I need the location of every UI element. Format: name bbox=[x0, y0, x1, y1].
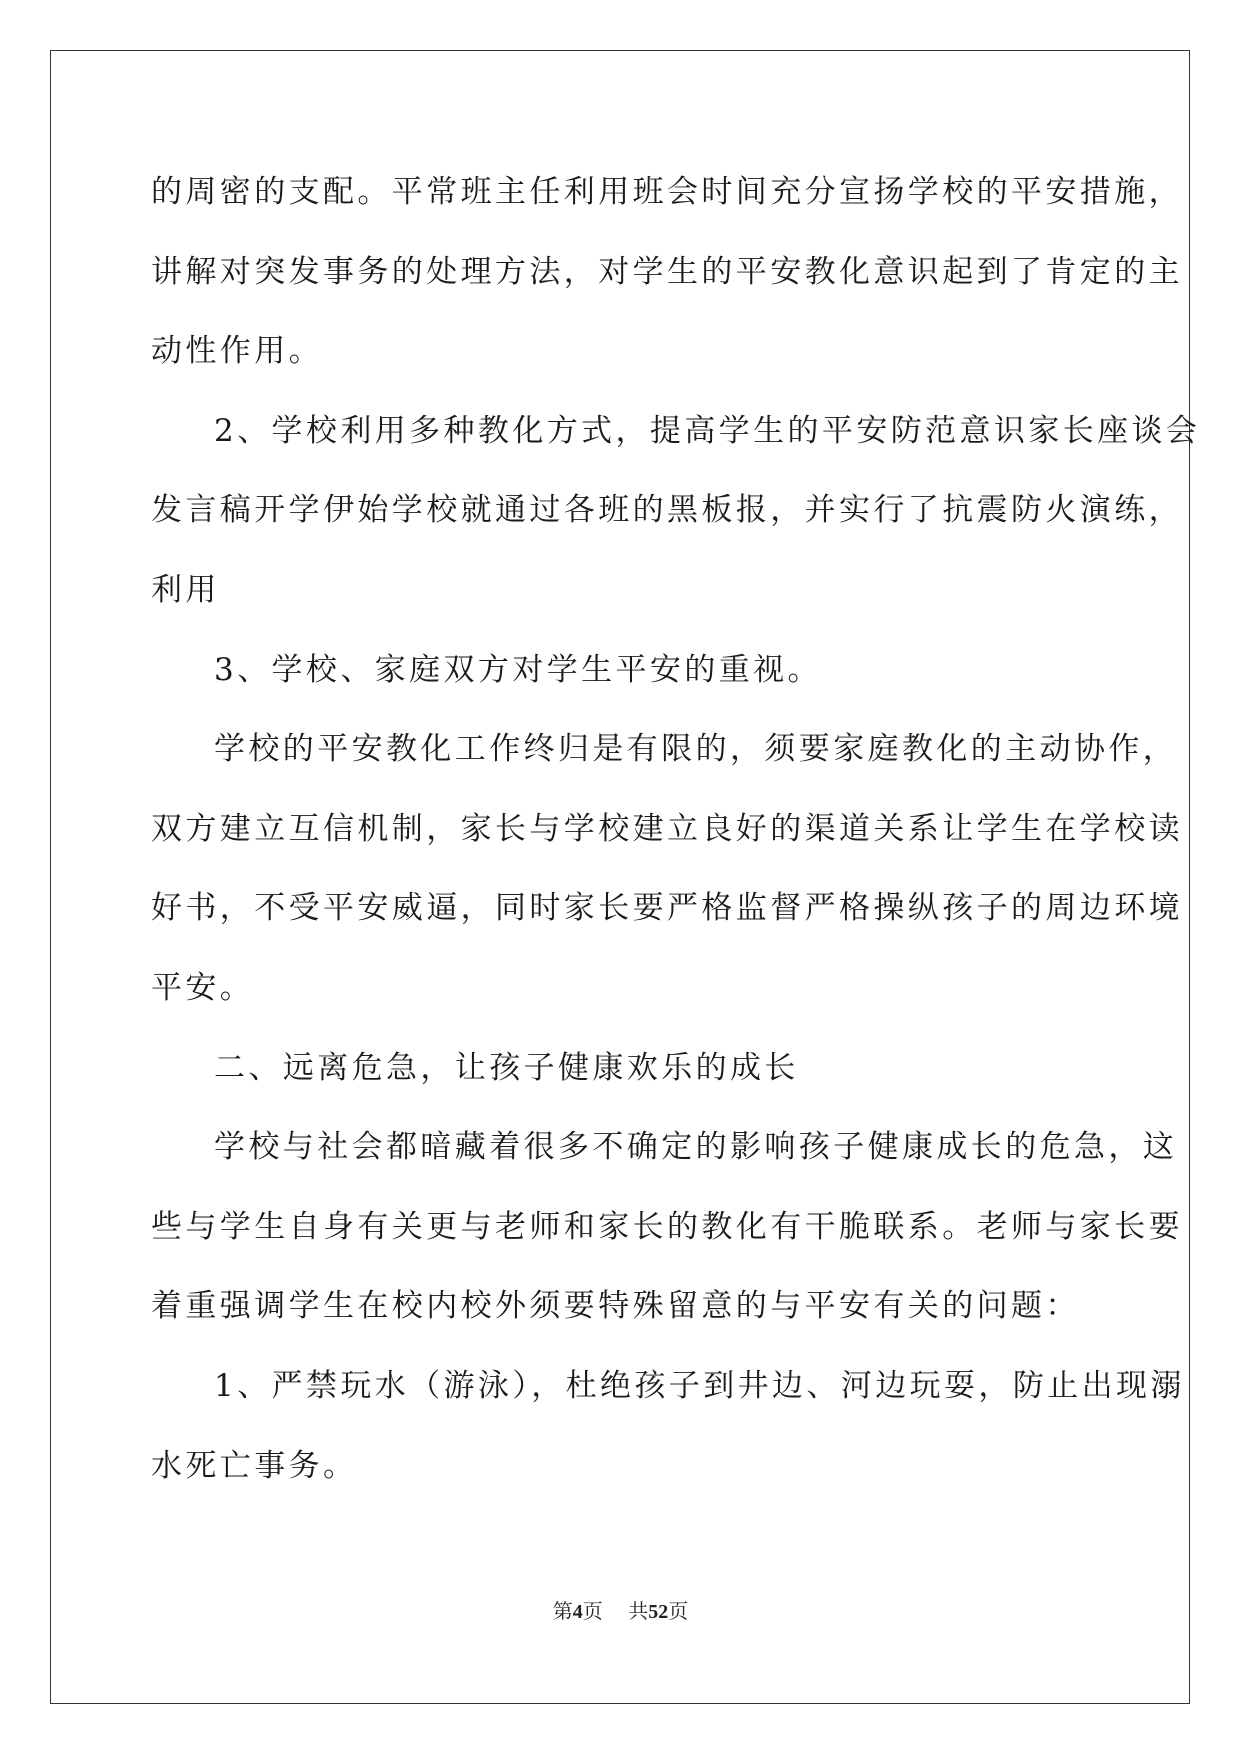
section-heading bbox=[151, 1029, 1091, 1109]
text-line: 好书，不受平安威逼，同时家长要严格监督严格操纵孩子的周边环境 bbox=[151, 890, 1183, 927]
text-line: 学校的平安教化工作终归是有限的，须要家庭教化的主动协作， bbox=[214, 731, 1178, 768]
text-line: 2、学校利用多种教化方式，提高学生的平安防范意识家长座谈会 bbox=[214, 412, 1201, 449]
total-suffix: 页 bbox=[668, 1599, 689, 1623]
page-prefix: 第 bbox=[552, 1599, 573, 1623]
text-line: 二、远离危急，让孩子健康欢乐的成长 bbox=[214, 1049, 799, 1086]
paragraph-1 bbox=[151, 153, 1183, 392]
paragraph-6 bbox=[151, 1108, 1183, 1347]
paragraph-7 bbox=[151, 1347, 1185, 1506]
page-suffix: 页 bbox=[582, 1599, 603, 1623]
page-number: 4 bbox=[572, 1601, 583, 1623]
text-line: 3、学校、家庭双方对学生平安的重视。 bbox=[214, 651, 822, 688]
text-line: 利用 bbox=[151, 571, 220, 608]
text-line: 平安。 bbox=[151, 969, 255, 1006]
paragraph-4 bbox=[151, 710, 1183, 1028]
total-prefix: 共 bbox=[628, 1599, 649, 1623]
text-line: 1、严禁玩水（游泳），杜绝孩子到井边、河边玩耍，防止出现溺 bbox=[214, 1367, 1185, 1404]
text-line: 学校与社会都暗藏着很多不确定的影响孩子健康成长的危急，这 bbox=[214, 1129, 1178, 1166]
text-line: 动性作用。 bbox=[151, 333, 323, 370]
text-line: 双方建立互信机制，家长与学校建立良好的渠道关系让学生在学校读 bbox=[151, 810, 1183, 847]
text-line: 的周密的支配。平常班主任利用班会时间充分宣扬学校的平安措施， bbox=[151, 174, 1183, 210]
text-line: 水死亡事务。 bbox=[151, 1447, 358, 1484]
page-footer bbox=[0, 1595, 1241, 1624]
paragraph-2 bbox=[151, 392, 1201, 631]
total-pages: 52 bbox=[648, 1601, 669, 1623]
document-body bbox=[151, 153, 1201, 1506]
paragraph-3 bbox=[151, 631, 1091, 711]
text-line: 讲解对突发事务的处理方法，对学生的平安教化意识起到了肯定的主 bbox=[151, 253, 1183, 290]
text-line: 着重强调学生在校内校外须要特殊留意的与平安有关的问题： bbox=[151, 1288, 1080, 1325]
text-line: 发言稿开学伊始学校就通过各班的黑板报，并实行了抗震防火演练， bbox=[151, 492, 1183, 529]
text-line: 些与学生自身有关更与老师和家长的教化有干脆联系。老师与家长要 bbox=[151, 1208, 1183, 1245]
